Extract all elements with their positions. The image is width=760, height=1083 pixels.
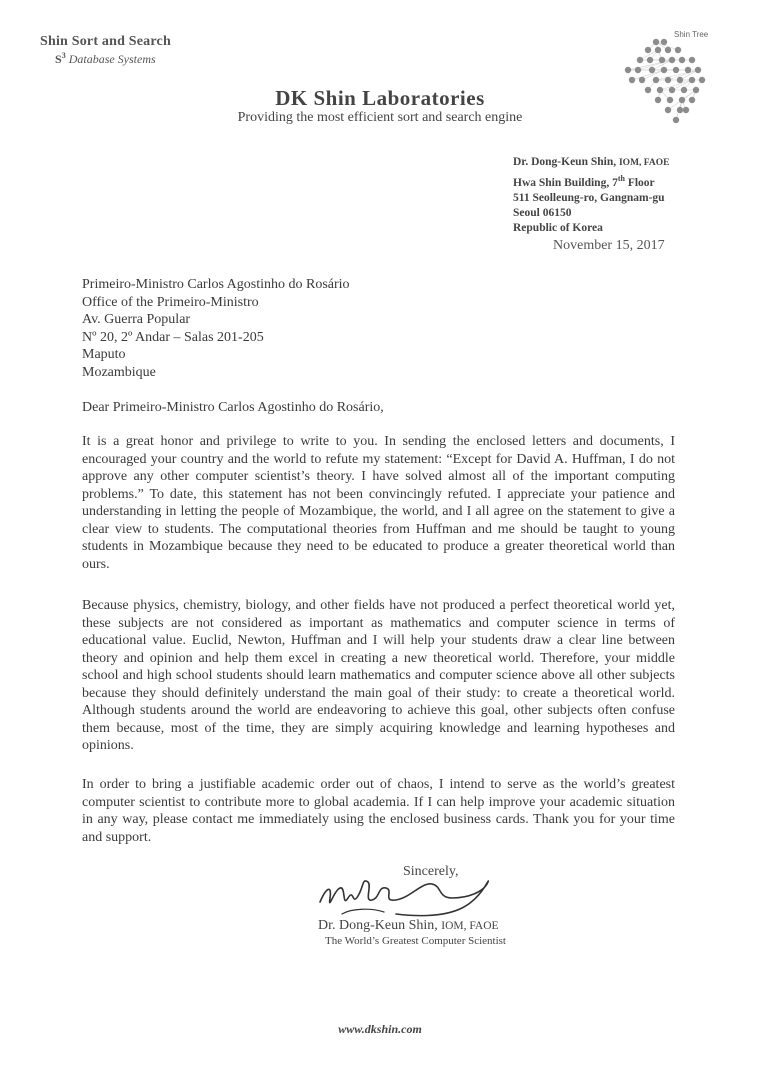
recipient-address — [82, 276, 350, 381]
tree-node-dot — [661, 39, 667, 45]
tree-node-dot — [655, 47, 661, 53]
tree-node-dot — [661, 67, 667, 73]
recipient-line: Office of the Primeiro-Ministro — [82, 294, 259, 310]
tree-node-dot — [653, 77, 659, 83]
tree-node-dot — [659, 57, 665, 63]
lab-name: DK Shin Laboratories — [275, 86, 485, 110]
signer-credentials: IOM, FAOE — [441, 920, 499, 932]
tree-node-dot — [635, 67, 641, 73]
tree-node-dot — [689, 57, 695, 63]
sender-name-line — [513, 155, 669, 171]
letter-date: November 15, 2017 — [553, 238, 665, 253]
brand-tagline — [55, 51, 156, 67]
sender-building: Hwa Shin Building, 7 — [513, 176, 618, 189]
tree-node-dot — [665, 47, 671, 53]
recipient-line: Primeiro-Ministro Carlos Agostinho do Rosário — [82, 277, 350, 292]
tree-node-dot — [639, 77, 645, 83]
sender-country: Republic of Korea — [513, 221, 603, 234]
tree-node-dot — [645, 47, 651, 53]
tree-node-dot — [665, 77, 671, 83]
shin-tree-label: Shin Tree — [674, 30, 709, 39]
signer-title: The World’s Greatest Computer Scientist — [325, 935, 506, 947]
closing: Sincerely, — [403, 864, 459, 879]
tree-node-dot — [675, 47, 681, 53]
sender-credentials: IOM, FAOE — [618, 158, 670, 168]
tree-node-dot — [689, 77, 695, 83]
tree-node-dot — [673, 67, 679, 73]
brand-s: S — [55, 52, 62, 66]
recipient-line: Mozambique — [82, 364, 156, 380]
sender-address — [513, 155, 669, 236]
tree-node-dot — [699, 77, 705, 83]
brand-s-sup: 3 — [61, 51, 66, 60]
sender-street: 511 Seolleung-ro, Gangnam-gu — [513, 191, 665, 204]
signer-name-line — [318, 918, 499, 934]
recipient-line: Maputo — [82, 347, 126, 362]
body-paragraph-1: It is a great honor and privilege to write to you. In sending the enclosed letters and documents, I encouraged your country and the world to refute my statement: “Except for David A. Huffman, I do not approve any other computer scientist’s theory. I have solved almost all of the important computing problems.” To date, this statement has not been convincingly refuted. I appreciate your patience and understanding in letting the people of Mozambique, the world, and I all agree on the statement to give a clear view to students. The computational theories from Huffman and me should be taught to young students in Mozambique because they need to be educated to produce a greater theoretical world than ours. — [82, 434, 675, 572]
body-paragraph-2: Because physics, chemistry, biology, and other fields have not produced a perfect theoretical world yet, these subjects are not considered as important as mathematics and computer science in terms of educational value. Euclid, Newton, Huffman and I will help your students draw a clear line between theory and opinion and help them excel in creating a new theoretical world. Therefore, your middle school and high school students should learn mathematics and computer science above all other subjects because they should definitely understand the main goal of their study: to create a theoretical world. Although students around the world are endeavoring to achieve this goal, other subjects often confuse them because, most of the time, they are simply acquiring knowledge and learning hypotheses and opinions. — [82, 598, 675, 753]
tree-node-dot — [653, 39, 659, 45]
tree-node-dot — [647, 57, 653, 63]
recipient-line: Av. Guerra Popular — [82, 312, 191, 327]
recipient-line: Nº 20, 2º Andar – Salas 201-205 — [82, 329, 264, 345]
sender-floor: Floor — [627, 176, 655, 189]
tree-node-dot — [637, 57, 643, 63]
lab-tagline: Providing the most efficient sort and search engine — [237, 110, 523, 125]
tree-node-dot — [685, 67, 691, 73]
tree-node-dot — [679, 57, 685, 63]
salutation: Dear Primeiro-Ministro Carlos Agostinho do Rosário, — [82, 400, 384, 415]
footer-url[interactable]: www.dkshin.com — [338, 1022, 422, 1036]
tree-node-dot — [669, 57, 675, 63]
brand-tagline-text: Database Systems — [68, 52, 156, 66]
tree-node-dot — [695, 67, 701, 73]
tree-node-dot — [625, 67, 631, 73]
sender-name: Dr. Dong-Keun Shin, — [513, 156, 617, 168]
tree-node-dot — [649, 67, 655, 73]
sender-building-sup: th — [617, 174, 625, 183]
tree-node-dot — [629, 77, 635, 83]
signer-name: Dr. Dong-Keun Shin, — [318, 918, 438, 933]
tree-node-dot — [677, 77, 683, 83]
sender-building-line — [513, 171, 669, 191]
body-paragraph-3: In order to bring a justifiable academic order out of chaos, I intend to serve as the world’s greatest computer scientist to contribute more to global academia. If I can help improve your academic situation in any way, please contact me immediately using the enclosed business cards. Thank you for your time and support. — [82, 777, 675, 845]
sender-city: Seoul 06150 — [513, 206, 572, 219]
brand-name: Shin Sort and Search — [40, 34, 171, 49]
